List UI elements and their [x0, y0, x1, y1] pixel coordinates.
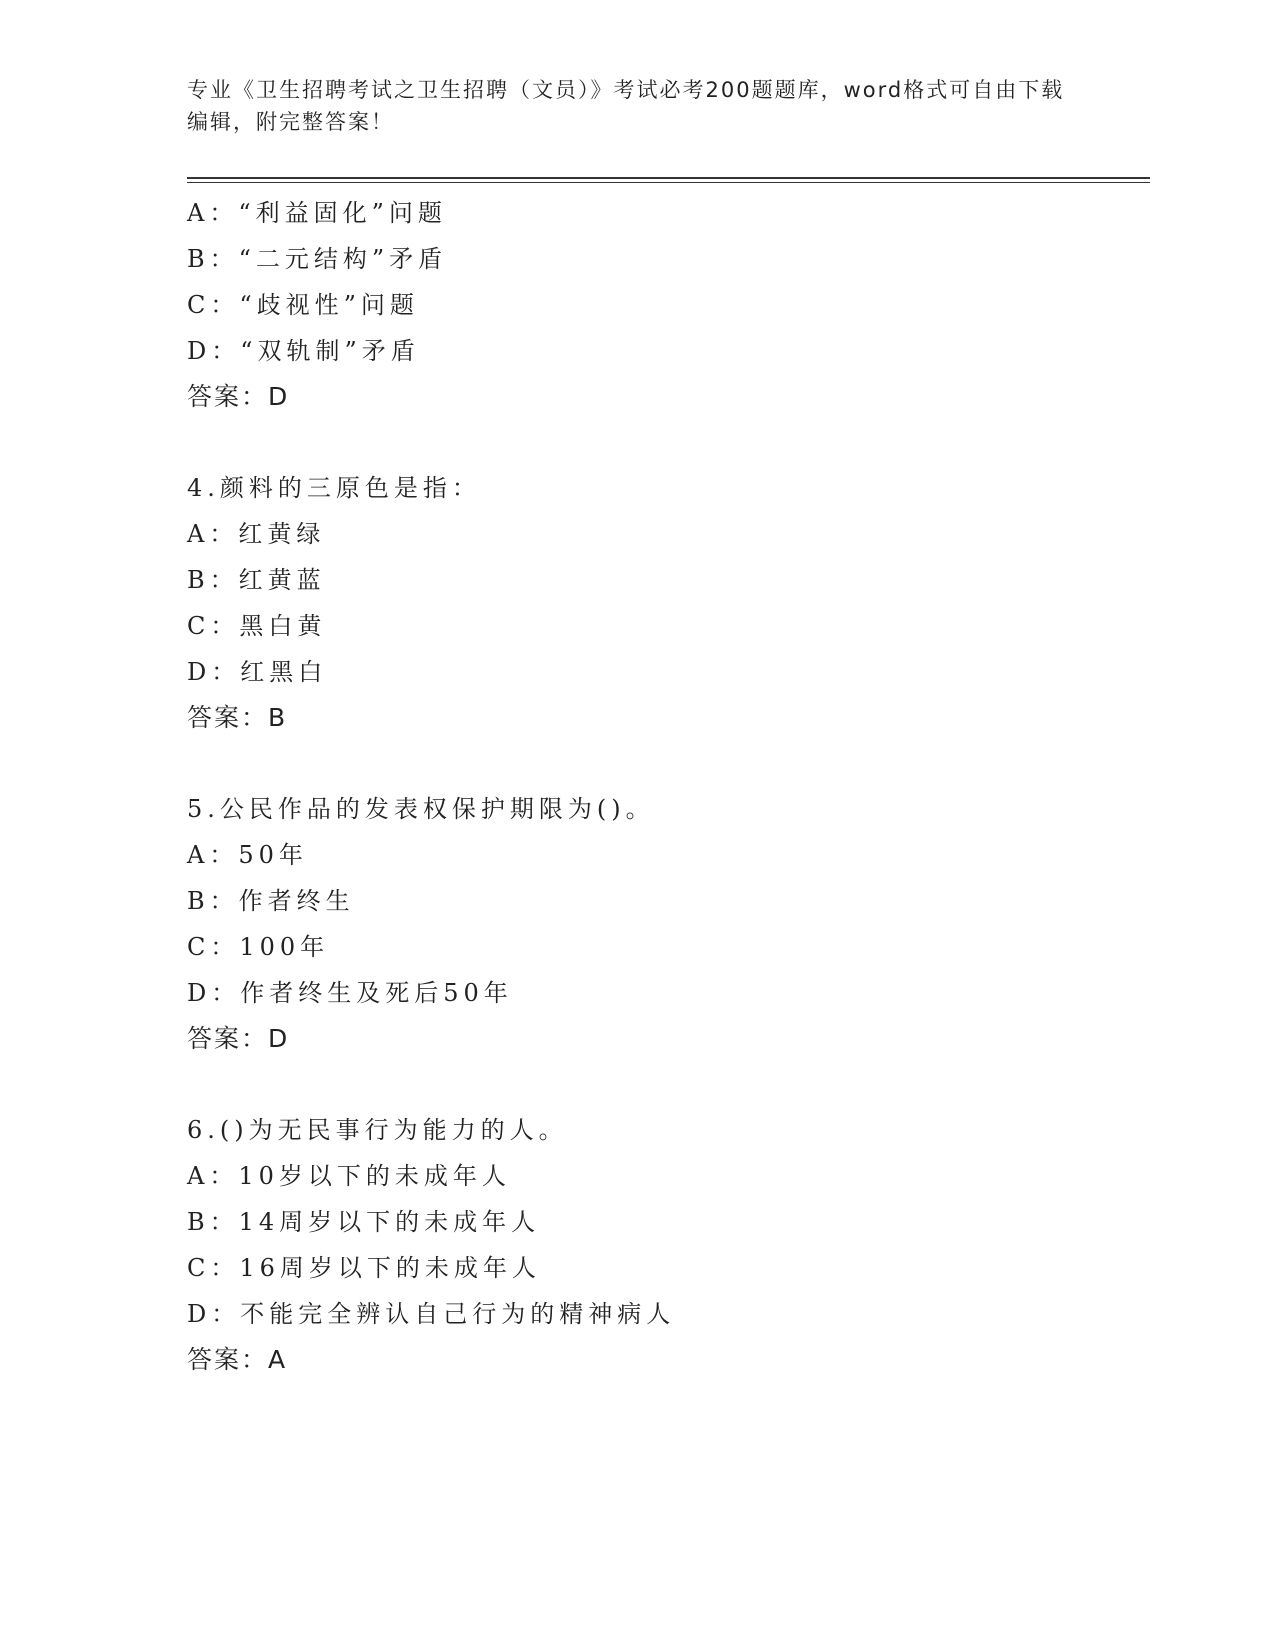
option-c: C：100年 [187, 933, 330, 961]
question-block [187, 1107, 1147, 1383]
option-a: A：50年 [187, 841, 308, 869]
document-header: 专业《卫生招聘考试之卫生招聘（文员）》考试必考200题题库，word格式可自由下载编辑，附完整答案！ [187, 78, 1065, 134]
question-stem: 6.()为无民事行为能力的人。 [187, 1116, 568, 1144]
option-d: D：作者终生及死后50年 [187, 979, 513, 1007]
answer-line: 答案：D [187, 382, 290, 411]
question-block [187, 786, 1147, 1062]
spacer [187, 741, 1147, 786]
option-b: B：“二元结构”矛盾 [187, 245, 448, 273]
spacer [187, 420, 1147, 465]
option-d: D：红黑白 [187, 658, 328, 686]
spacer [187, 1062, 1147, 1107]
option-a: A：10岁以下的未成年人 [187, 1162, 511, 1190]
option-b: B：14周岁以下的未成年人 [187, 1208, 541, 1236]
question-block [187, 190, 1147, 420]
option-c: C：黑白黄 [187, 612, 327, 640]
header-divider-thin [187, 182, 1150, 183]
question-stem: 5.公民作品的发表权保护期限为()。 [187, 795, 655, 823]
option-d: D：不能完全辨认自己行为的精神病人 [187, 1300, 676, 1328]
question-stem: 4.颜料的三原色是指： [187, 474, 481, 502]
answer-line: 答案：D [187, 1024, 290, 1053]
answer-line: 答案：B [187, 703, 288, 732]
option-a: A：红黄绿 [187, 520, 326, 548]
option-c: C：16周岁以下的未成年人 [187, 1254, 541, 1282]
header-divider [187, 177, 1150, 179]
option-b: B：红黄蓝 [187, 566, 326, 594]
question-list [187, 190, 1147, 1383]
question-block [187, 465, 1147, 741]
option-a: A：“利益固化”问题 [187, 199, 447, 227]
answer-line: 答案：A [187, 1345, 288, 1374]
option-c: C：“歧视性”问题 [187, 291, 419, 319]
option-b: B：作者终生 [187, 887, 355, 915]
option-d: D：“双轨制”矛盾 [187, 337, 420, 365]
